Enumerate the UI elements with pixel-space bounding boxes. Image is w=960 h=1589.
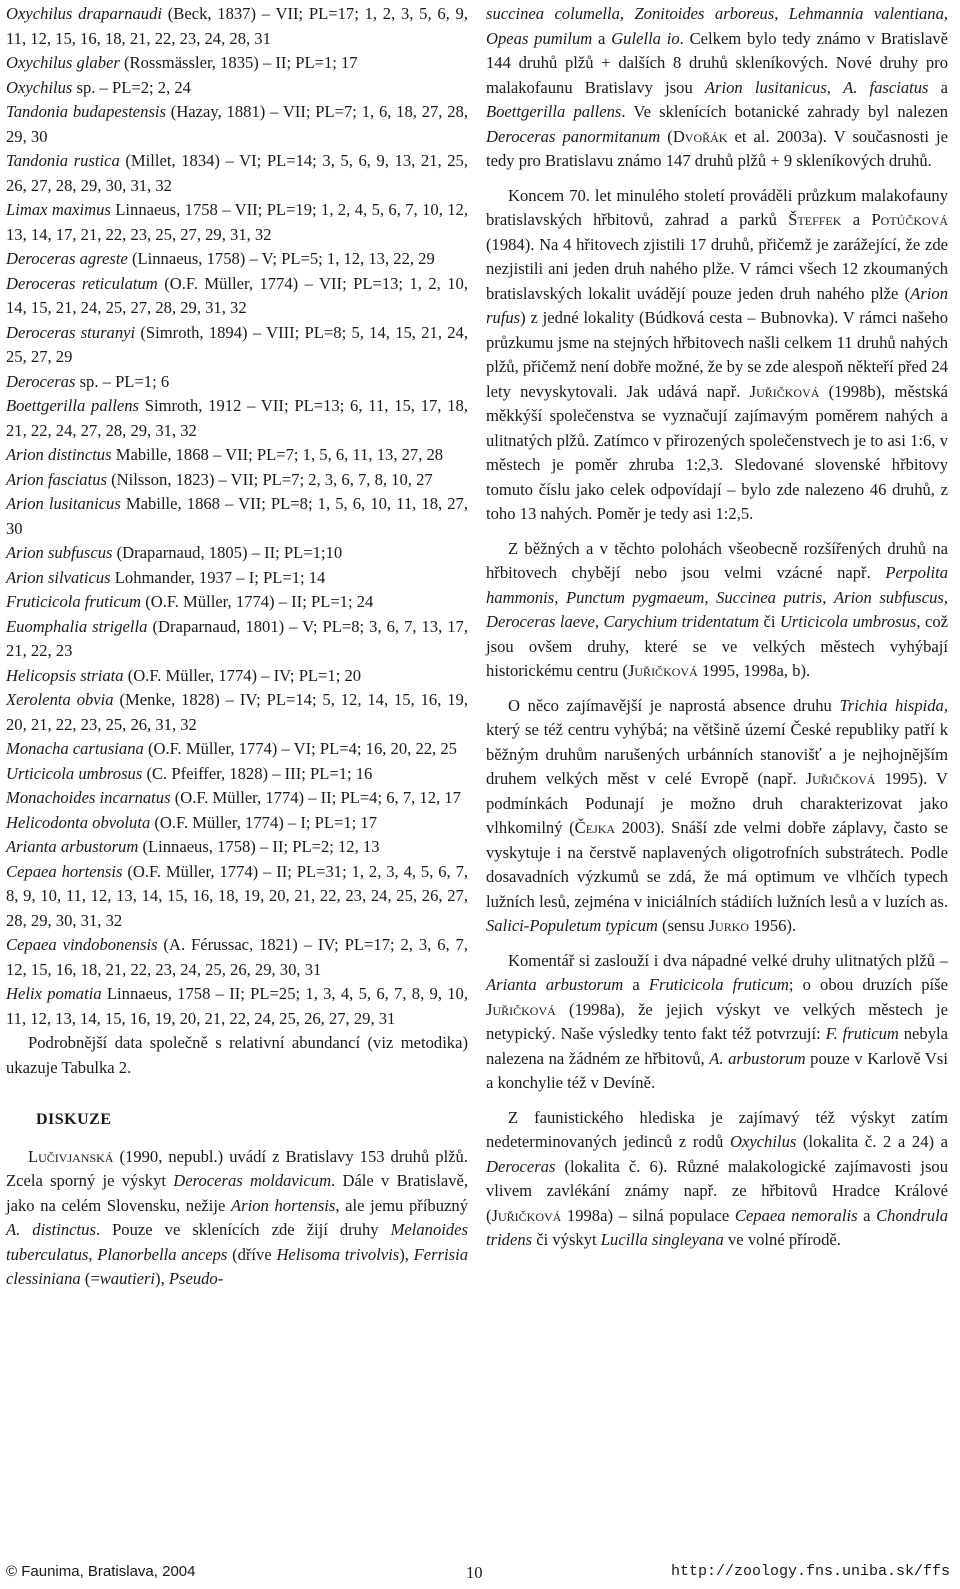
text-run: (1990, nepubl.) uvádí z Bratislavy 153 druhů plžů. Zcela sporný je výskyt [6,1146,468,1190]
page-number: 10 [466,1563,483,1582]
species-entry [6,615,468,664]
taxon-name: Gulella io [611,28,680,48]
text-run: a [623,975,649,994]
taxon-name: Perpolita hammonis [486,563,948,607]
discussion-paragraph [486,949,948,1096]
species-record: sp. – PL=1; 6 [75,371,170,391]
text-run: (dříve [227,1244,277,1264]
text-run: 1998a) – silná populace [561,1205,735,1225]
species-entry [6,2,468,51]
left-column [6,2,468,1292]
species-entry [6,566,468,591]
text-run: , [774,4,789,23]
species-entry [6,688,468,737]
text-run: (lokalita č. 6). Různé malakologické zajímavosti jsou vlivem zavlékání známy např. ze hřbitovů Hradce Králové ( [486,1156,948,1225]
discussion-paragraph [486,184,948,527]
species-record: (Linnaeus, 1758) – V; PL=5; 1, 12, 13, 22, 29 [127,249,435,268]
species-entry [6,835,468,860]
taxon-name: Lehmannia valentiana [788,4,944,23]
section-heading-diskuze: DISKUZE [36,1111,112,1128]
species-record: Mabille, 1868 – VII; PL=8; 1, 5, 6, 10, 11, 18, 27, 30 [6,494,468,538]
species-entry [6,76,468,101]
species-record: Linnaeus, 1758 – VII; PL=19; 1, 2, 4, 5, 6, 7, 10, 12, 13, 14, 17, 21, 22, 23, 25, 27, 29, 31, 32 [6,200,468,244]
text-run: ), [155,1269,169,1288]
text-run: Z faunistického hlediska je zajímavý též výskyt zatím nedeterminovaných jedinců z rodů [486,1107,948,1151]
species-name: Helicopsis striata [6,665,124,685]
species-record: (O.F. Müller, 1774) – II; PL=1; 24 [141,592,374,611]
species-entry [6,786,468,811]
species-record: (C. Pfeiffer, 1828) – III; PL=1; 16 [142,763,373,783]
species-record: (Beck, 1837) – VII; PL=17; 1, 2, 3, 5, 6, 9, 11, 12, 15, 16, 18, 21, 22, 23, 24, 28, 31 [6,4,469,48]
text-run: (1998b), městská měkkýší společenstva se vyznačují zajímavým poměrem nahých a ulitnatých plžů. Zatímco v přirozených společenstvech je to asi 1:6, v městech je poměr zhruba 1:2,3. Sledované slovenské hřbitovy tomuto číslu jako celek odpovídají – bylo zde nalezeno 46 druhů, z toho 13 nahých. Poměr je tedy asi 1:2,5. [486,381,948,523]
species-record: (Linnaeus, 1758) – II; PL=2; 12, 13 [138,837,380,856]
text-run: (1998a), že jejich výskyt ve velkých městech je netypický. Naše výsledky tento fakt též potvrzují: [486,999,948,1043]
taxon-name: Carychium tridentatum [603,612,760,631]
taxon-name: Deroceras panormitanum [486,126,661,146]
species-record: (Menke, 1828) – IV; PL=14; 5, 12, 14, 15, 16, 19, 20, 21, 22, 23, 25, 26, 31, 32 [6,690,468,734]
species-name: Arion distinctus [6,445,112,464]
species-entry [6,443,468,468]
taxon-name: wautieri [99,1269,156,1288]
author-citation: Juřičková [749,381,820,401]
text-run: Z běžných a v těchto polohách všeobecně rozšířených druhů na hřbitovech chybějí nebo jsou velmi vzácné např. [486,538,948,582]
species-entry [6,590,468,615]
species-entry [6,664,468,689]
taxon-name: A. fasciatus [843,77,929,97]
author-citation: Šteffek [788,210,842,229]
discussion-paragraph [6,1145,468,1292]
text-run: či [759,612,780,631]
text-run: , [88,1244,98,1264]
author-citation: Dvořák [672,126,728,146]
species-entry [6,370,468,395]
species-record: (Draparnaud, 1805) – II; PL=1;10 [112,543,343,562]
text-run: ( [660,126,673,146]
species-name: Cepaea hortensis [6,861,123,881]
text-run: ; o obou druzích píše [788,975,948,994]
species-record: (A. Férussac, 1821) – IV; PL=17; 2, 3, 6, 7, 12, 15, 16, 18, 21, 22, 23, 24, 25, 26, 29, 30, 31 [6,935,468,979]
taxon-name: Melanoides tuberculatus [6,1220,468,1264]
right-column [486,2,948,1253]
abundance-note: Podrobnější data společně s relativní abundancí (viz metodika) ukazuje Tabulka 2. [6,1033,468,1077]
species-name: Tandonia budapestensis [6,102,166,121]
taxon-name: F. fruticum [825,1024,899,1043]
species-record: (O.F. Müller, 1774) – VI; PL=4; 16, 20, 22, 25 [143,739,457,758]
species-name: Arion fasciatus [6,469,107,489]
species-record: (Nilsson, 1823) – VII; PL=7; 2, 3, 6, 7, 8, 10, 27 [106,469,433,489]
species-record: (Millet, 1834) – VI; PL=14; 3, 5, 6, 9, 13, 21, 25, 26, 27, 28, 29, 30, 31, 32 [6,151,469,195]
species-record: (O.F. Müller, 1774) – II; PL=4; 6, 7, 12, 17 [170,788,461,807]
taxon-name: Urticicola umbrosus [779,612,917,631]
species-entry [6,762,468,787]
species-entry [6,933,468,982]
species-name: Deroceras reticulatum [6,273,158,293]
author-citation: Juřičková [486,999,556,1019]
text-run: Komentář si zaslouží i dva nápadné velké druhy ulitnatých plžů – [508,950,948,970]
species-name: Deroceras agreste [6,249,128,268]
species-record: (Draparnaud, 1801) – V; PL=8; 3, 6, 7, 13, 17, 21, 22, 23 [6,616,469,660]
text-run: , [704,587,717,607]
taxon-name: Succinea putris [716,587,823,607]
text-run: a [841,210,872,229]
page-footer [0,1561,960,1585]
species-record: Lohmander, 1937 – I; PL=1; 14 [110,567,326,587]
species-entry [6,51,468,76]
species-entry [6,468,468,493]
text-run: ) z jedné lokality (Búdková cesta – Bubnovka). V rámci našeho průzkumu jsme na stejných hřbitovech našli celkem 11 druhů nahých plžů, přičemž není dobře možné, že by se zde alespoň někteří před 24 lety nevyskytovali. Jak udává např. [486,308,948,401]
taxon-name: Chondrula tridens [486,1205,948,1249]
species-record: (O.F. Müller, 1774) – I; PL=1; 17 [150,812,378,832]
taxon-name: Trichia hispida [839,695,944,715]
text-run: či výskyt [532,1230,601,1249]
taxon-name: Cepaea nemoralis [734,1205,858,1225]
discussion-paragraph [486,537,948,684]
text-run: , [619,4,635,23]
text-run: . Ve sklenících botanické zahrady byl nalezen [621,102,948,121]
species-entry [6,100,468,149]
species-entry [6,737,468,762]
text-run: O něco zajímavější je naprostá absence druhu [508,695,840,715]
text-run: (lokalita č. 2 a 24) a [796,1132,949,1151]
species-name: Deroceras sturanyi [6,322,136,342]
species-record: (O.F. Müller, 1774) – II; PL=31; 1, 2, 3, 4, 5, 6, 7, 8, 9, 10, 11, 12, 13, 14, 15, 16, 18, 19, 20, 21, 22, 23, 24, 25, 26, 27, 28, 29, 30, 31, 32 [6,861,469,930]
taxon-name: Helisoma trivolvis [276,1244,400,1264]
species-entry [6,492,468,541]
species-entry [6,811,468,836]
author-citation: Lučivjanská [28,1146,114,1166]
discussion-paragraph [486,1106,948,1253]
taxon-name: succinea columella [486,4,620,23]
species-record: Linnaeus, 1758 – II; PL=25; 1, 3, 4, 5, 6, 7, 8, 9, 10, 11, 12, 13, 14, 15, 16, 19, 20, 21, 22, 24, 25, 26, 27, 29, 31 [6,984,468,1028]
species-entry [6,247,468,272]
text-run: 1995). V podmínkách Podunají je možno druh charakterizovat jako vlhkomilný ( [486,769,949,837]
species-name: Boettgerilla pallens [6,396,139,415]
text-run: . Dále v Bratislavě, jako na celém Slovensku, nežije [6,1171,469,1215]
text-run: , což jsou ovšem druhy, které se ve velkých městech vyhýbají historickému centru ( [486,612,948,680]
species-name: Limax maximus [6,200,111,219]
footer-copyright: © Faunima, Bratislava, 2004 [6,1563,196,1580]
taxon-name: Ferrisia clessiniana [6,1244,469,1288]
species-name: Helicodonta obvoluta [6,812,151,832]
species-name: Xerolenta obvia [6,690,114,709]
species-name: Urticicola umbrosus [6,763,143,783]
taxon-name: Boettgerilla pallens [486,102,622,121]
species-record: (Hazay, 1881) – VII; PL=7; 1, 6, 18, 27, 28, 29, 30 [6,102,468,146]
taxon-name: Arion subfuscus [833,587,944,607]
species-record: Simroth, 1912 – VII; PL=13; 6, 11, 15, 17, 18, 21, 22, 24, 27, 28, 29, 31, 32 [6,396,468,440]
species-name: Arianta arbustorum [6,837,139,856]
species-list [6,2,468,1031]
discussion-paragraph [486,2,948,174]
author-citation: Potúčková [871,210,948,229]
species-entry [6,149,468,198]
text-run: (1984). Na 4 hřitovech zjistili 17 druhů, přičemž je zarážející, že zde nezjistili ani jeden druh nahého plže. V rámci všech 12 zkoumaných bratislavských lokalit uvádějí pouze jeden druh nahého plže ( [486,234,948,303]
species-entry [6,982,468,1031]
species-record: (O.F. Müller, 1774) – VII; PL=13; 1, 2, 10, 14, 15, 21, 24, 25, 27, 28, 29, 31, 32 [6,273,468,317]
taxon-name: Punctum pygmaeum [565,587,705,607]
species-name: Fruticicola fruticum [6,592,142,611]
taxon-name: Arion lusitanicus [704,77,827,97]
taxon-name: Deroceras laeve [486,612,595,631]
taxon-name: Planorbella anceps [97,1244,228,1264]
taxon-name: Arianta arbustorum [486,975,624,994]
author-citation: Čejka [574,818,616,837]
taxon-name: Zonitoides arboreus [634,4,775,23]
text-run: , ale jemu příbuzný [335,1195,468,1215]
text-run: (sensu [657,916,709,935]
species-name: Helix pomatia [6,984,102,1003]
text-run: Koncem 70. let minulého století prováděli průzkum malakofauny bratislavských hřbitovů, zahrad a parků [486,185,948,229]
species-record: (O.F. Müller, 1774) – IV; PL=1; 20 [123,665,362,685]
species-name: Deroceras [6,371,76,391]
text-run: ), [399,1244,414,1264]
taxon-name: Salici-Populetum typicum [486,916,658,935]
text-run: 1995, 1998a, b). [697,661,811,680]
taxon-name: Deroceras [486,1156,556,1176]
text-run: , [822,587,834,607]
footer-url-link[interactable]: http://zoology.fns.uniba.sk/ffs [670,1563,950,1580]
taxon-name: Arion rufus [486,283,948,327]
author-citation: Juřičková [491,1205,562,1225]
species-entry [6,860,468,934]
taxon-name: Fruticicola fruticum [648,975,789,994]
text-run: . Celkem bylo tedy známo v Bratislavě 144 druhů plžů + dalších 8 druhů skleníkových. Nové druhy pro malakofaunu Bratislavy jsou [486,28,948,97]
text-run: , [594,612,604,631]
species-record: sp. – PL=2; 2, 24 [72,77,191,97]
text-run: , [943,4,949,23]
taxon-name: Pseudo- [168,1269,224,1288]
species-name: Arion lusitanicus [6,494,121,513]
text-run: a [592,28,612,48]
discussion-paragraph [486,694,948,939]
species-name: Arion subfuscus [6,543,113,562]
author-citation: Juřičková [805,769,876,788]
author-citation: Juřičková [627,661,698,680]
species-name: Oxychilus glaber [6,53,120,72]
text-run: 1956). [749,916,797,935]
species-name: Monacha cartusiana [6,739,144,758]
species-name: Arion silvaticus [6,567,111,587]
taxon-name: Opeas pumilum [486,28,593,48]
text-run: et al. 2003a). V současnosti je tedy pro Bratislavu známo 147 druhů plžů + 9 skleníkových druhů. [486,126,948,170]
text-run: . Pouze ve sklenících zde žijí druhy [95,1220,391,1239]
species-entry [6,198,468,247]
species-name: Oxychilus draparnaudi [6,4,163,23]
text-run: a [857,1205,877,1225]
author-citation: Jurko [708,916,750,935]
taxon-name: Arion hortensis [231,1195,336,1215]
species-entry [6,541,468,566]
species-entry [6,321,468,370]
species-record: (Simroth, 1894) – VIII; PL=8; 5, 14, 15, 21, 24, 25, 27, 29 [6,322,468,366]
species-name: Cepaea vindobonensis [6,935,158,954]
text-run: (= [80,1269,100,1288]
species-name: Tandonia rustica [6,151,120,170]
text-run: a [928,77,949,97]
text-run: , který se též centru vyhýbá; na většině území České republiky patří k běžným druhům narušených urbánních stanovišť a je nejhojnějším druhem velkých měst v celé Evropě (např. [486,695,949,788]
text-run: , [826,77,844,97]
taxon-name: Lucilla singleyana [600,1230,724,1249]
species-entry [6,394,468,443]
species-name: Euomphalia strigella [6,616,148,636]
species-entry [6,272,468,321]
species-record: Mabille, 1868 – VII; PL=7; 1, 5, 6, 11, 13, 27, 28 [111,445,444,464]
text-run: pouze v Karlově Vsi a konchylie též v Devíně. [486,1048,948,1092]
text-run: , [943,587,949,607]
text-run: , [554,587,566,607]
text-run: ve volné přírodě. [723,1230,841,1249]
taxon-name: Oxychilus [729,1132,797,1151]
taxon-name: A. arbustorum [709,1048,806,1068]
species-name: Monachoides incarnatus [6,788,171,807]
species-name: Oxychilus [6,77,73,97]
species-record: (Rossmässler, 1835) – II; PL=1; 17 [119,53,358,72]
taxon-name: Deroceras moldavicum [173,1171,332,1190]
taxon-name: A. distinctus [6,1220,96,1239]
text-run: 2003). Snáší zde velmi dobře záplavy, často se vyskytuje i na čerstvě naplavených oligotrofních substrátech. Podle dosavadních výzkumů se zdá, že má optimum ve vlhčích typech lužních lesů, zejména v iniciálních stádiích lužních lesů a v luzích as. [486,818,948,911]
text-run: nebyla nalezena na žádném ze hřbitovů, [486,1024,948,1068]
